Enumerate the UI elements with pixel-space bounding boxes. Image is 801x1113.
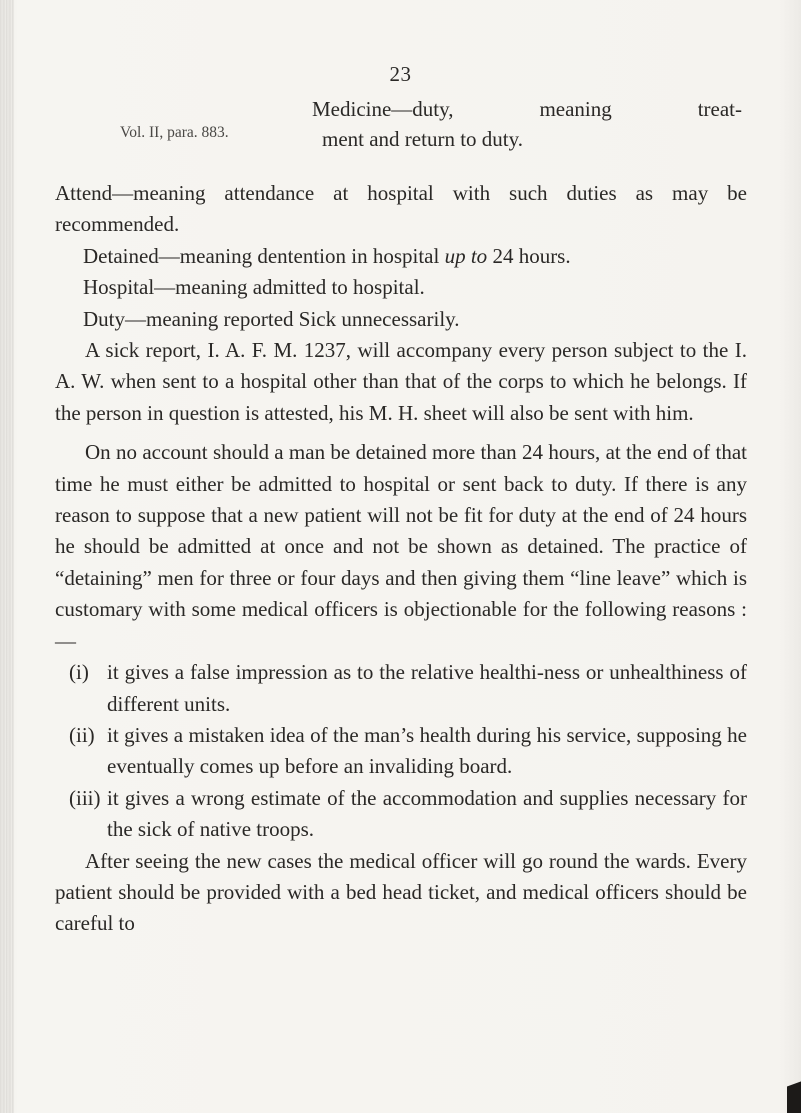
definition-detained (55, 241, 747, 272)
reason-item-1 (55, 657, 747, 720)
paragraph-detention: On no account should a man be detained more than 24 hours, at the end of that time he must either be admitted to hospital or sent back to duty. If there is any reason to suppose that a new patient will not be fit for duty at the end of 24 hours he should be admitted at once and not be shown as detained. The practice of “detaining” men for three or four days and then giving them “line leave” which is customary with some medical officers is objectionable for the following reasons :— (55, 440, 747, 653)
paragraph-sick-report: A sick report, I. A. F. M. 1237, will accompany every person subject to the I. A. W. when sent to a hospital other than that of the corps to which he belongs. If the person in question is attested, his M. H. sheet will also be sent with him. (55, 338, 747, 425)
reason-number: (i) (69, 660, 89, 685)
reason-number: (ii) (69, 722, 95, 747)
reason-text: it gives a false impression as to the relative healthi-ness or unhealthiness of different units. (107, 660, 747, 716)
definition-detained-tail: 24 hours. (492, 243, 571, 268)
paragraph-wards: After seeing the new cases the medical officer will go round the wards. Every patient should be provided with a bed head ticket, and medical officers should be careful to (55, 848, 747, 936)
margin-reference: Vol. II, para. 883. (120, 124, 229, 141)
scan-corner-mark (787, 1065, 801, 1113)
definition-hospital: Hospital—meaning admitted to hospital. (83, 275, 425, 300)
heading-entry-line-1: Medicine—duty, meaning treat- (312, 97, 742, 121)
reason-number: (iii) (69, 785, 101, 810)
body-text (55, 178, 747, 940)
reason-item-2 (55, 720, 747, 783)
heading-entry-line-2: ment and return to duty. (322, 127, 524, 151)
reason-text: it gives a mistaken idea of the man’s health during his service, supposing he eventually comes up before an invaliding board. (107, 722, 747, 779)
page-number: 23 (389, 62, 412, 86)
reason-text: it gives a wrong estimate of the accommodation and supplies necessary for the sick of native troops. (107, 785, 747, 842)
definition-detained-text: Detained—meaning dentention in hospital (83, 243, 440, 268)
binding-edge (0, 0, 14, 1113)
paragraph-gap (55, 429, 747, 437)
definition-duty: Duty—meaning reported Sick unnecessarily. (83, 306, 460, 331)
reason-item-3 (55, 783, 747, 846)
definition-attend: Attend—meaning attendance at hospital with such duties as may be recommended. (55, 181, 747, 237)
definition-detained-emphasis: up to (444, 243, 488, 268)
heading-entry (312, 94, 742, 154)
